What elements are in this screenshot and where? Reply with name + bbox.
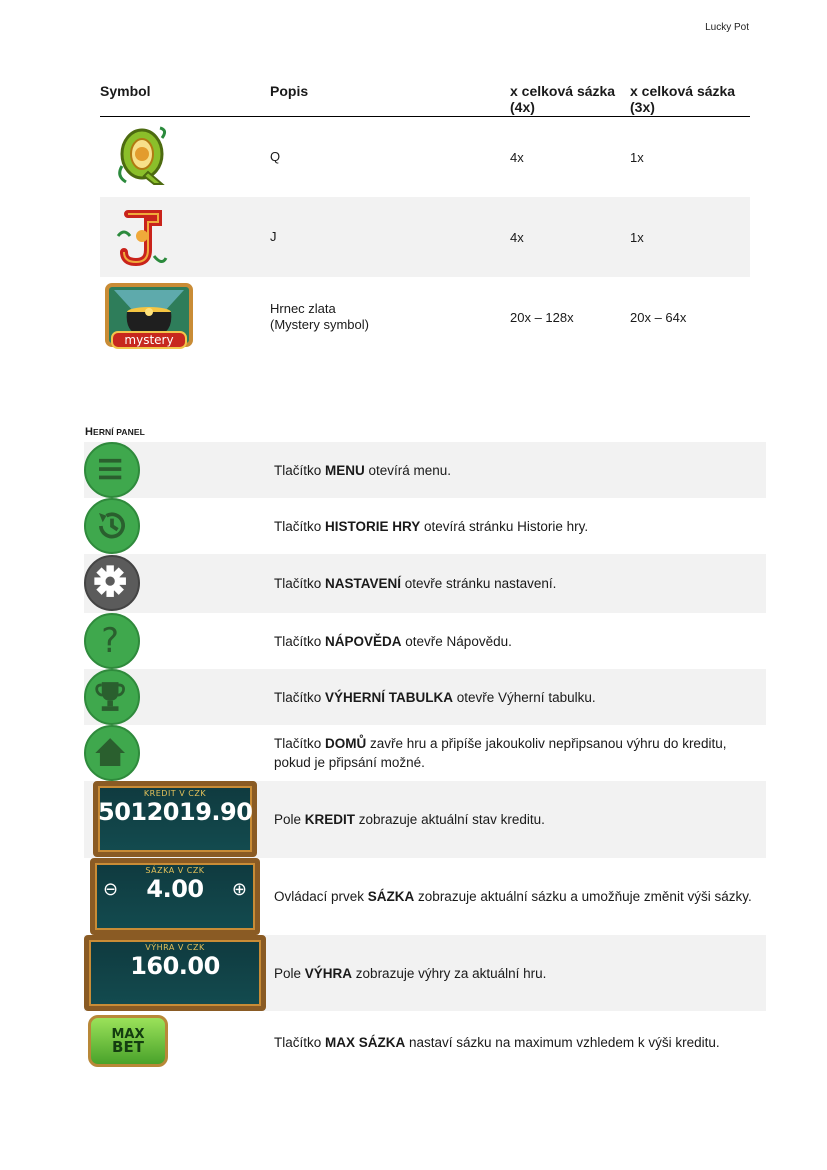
symbol-description: Q	[270, 149, 281, 164]
panel-row-credit	[84, 781, 766, 858]
credit-field-icon: KREDIT V CZK 5012019.90	[93, 781, 257, 857]
win-field-icon: VÝHRA V CZK 160.00	[84, 935, 266, 1011]
payout-4x: 4x	[510, 229, 524, 245]
settings-gear-icon[interactable]	[84, 555, 140, 611]
payout-3x: 20x – 64x	[630, 309, 687, 325]
svg-text:mystery: mystery	[124, 333, 174, 347]
max-bet-button-icon[interactable]: MAX BET	[88, 1015, 168, 1067]
panel-row-text: Tlačítko DOMŮ zavře hru a připíše jakoukoliv nepřipsanou výhru do kreditu, pokud je připsání možné.	[274, 736, 727, 770]
payout-4x: 4x	[510, 149, 524, 165]
mystery-pot-icon	[104, 282, 194, 352]
bet-decrease-button[interactable]: ⊖	[103, 878, 119, 900]
panel-row-bet	[84, 858, 766, 935]
panel-row-win	[84, 935, 766, 1011]
payout-3x: 1x	[630, 149, 644, 165]
panel-row-menu	[84, 442, 766, 498]
panel-row-text: Ovládací prvek SÁZKA zobrazuje aktuální sázku a umožňuje změnit výši sázky.	[274, 889, 752, 904]
header-description: Popis	[270, 83, 309, 99]
section-title: HERNÍ PANEL	[85, 426, 145, 438]
header-mult4: x celková sázka (4x)	[510, 83, 616, 115]
panel-row-text: Tlačítko MAX SÁZKA nastaví sázku na maximum vzhledem k výši kreditu.	[274, 1034, 720, 1050]
symbol-description: Hrnec zlata (Mystery symbol)	[270, 301, 369, 332]
help-question-icon[interactable]	[84, 613, 140, 669]
queen-symbol-icon	[114, 126, 170, 188]
paytable-row	[100, 117, 750, 197]
paytable	[100, 80, 750, 357]
panel-row-text: Tlačítko HISTORIE HRY otevírá stránku Historie hry.	[274, 518, 589, 534]
panel-row-help	[84, 613, 766, 669]
payout-4x: 20x – 128x	[510, 309, 574, 325]
trophy-icon[interactable]	[84, 669, 140, 725]
payout-3x: 1x	[630, 229, 644, 245]
bet-increase-button[interactable]: ⊕	[231, 878, 247, 900]
svg-text:?: ?	[101, 621, 120, 661]
history-icon[interactable]	[84, 498, 140, 554]
panel-row-paytable	[84, 669, 766, 725]
panel-row-text: Tlačítko VÝHERNÍ TABULKA otevře Výherní tabulku.	[274, 689, 596, 705]
paytable-row	[100, 277, 750, 357]
paytable-row	[100, 197, 750, 277]
panel-row-home	[84, 725, 766, 781]
header-mult3: x celková sázka (3x)	[630, 83, 736, 115]
panel-row-maxbet	[84, 1011, 766, 1073]
game-panel-list	[84, 442, 766, 1073]
jack-symbol-icon	[114, 206, 170, 268]
symbol-description: J	[270, 229, 277, 244]
menu-icon[interactable]	[84, 442, 140, 498]
bet-control-icon[interactable]: SÁZKA V CZK ⊖ 4.00 ⊕	[90, 858, 260, 935]
panel-row-text: Pole VÝHRA zobrazuje výhry za aktuální hru.	[274, 965, 547, 981]
paytable-header	[100, 80, 750, 117]
panel-row-text: Tlačítko NÁPOVĚDA otevře Nápovědu.	[274, 633, 512, 649]
document-header-title: Lucky Pot	[705, 22, 749, 33]
panel-row-settings	[84, 554, 766, 613]
header-symbol: Symbol	[100, 83, 151, 99]
home-icon[interactable]	[84, 725, 140, 781]
panel-row-history	[84, 498, 766, 554]
panel-row-text: Tlačítko MENU otevírá menu.	[274, 462, 452, 478]
panel-row-text: Pole KREDIT zobrazuje aktuální stav kreditu.	[274, 812, 545, 827]
panel-row-text: Tlačítko NASTAVENÍ otevře stránku nastavení.	[274, 576, 557, 591]
